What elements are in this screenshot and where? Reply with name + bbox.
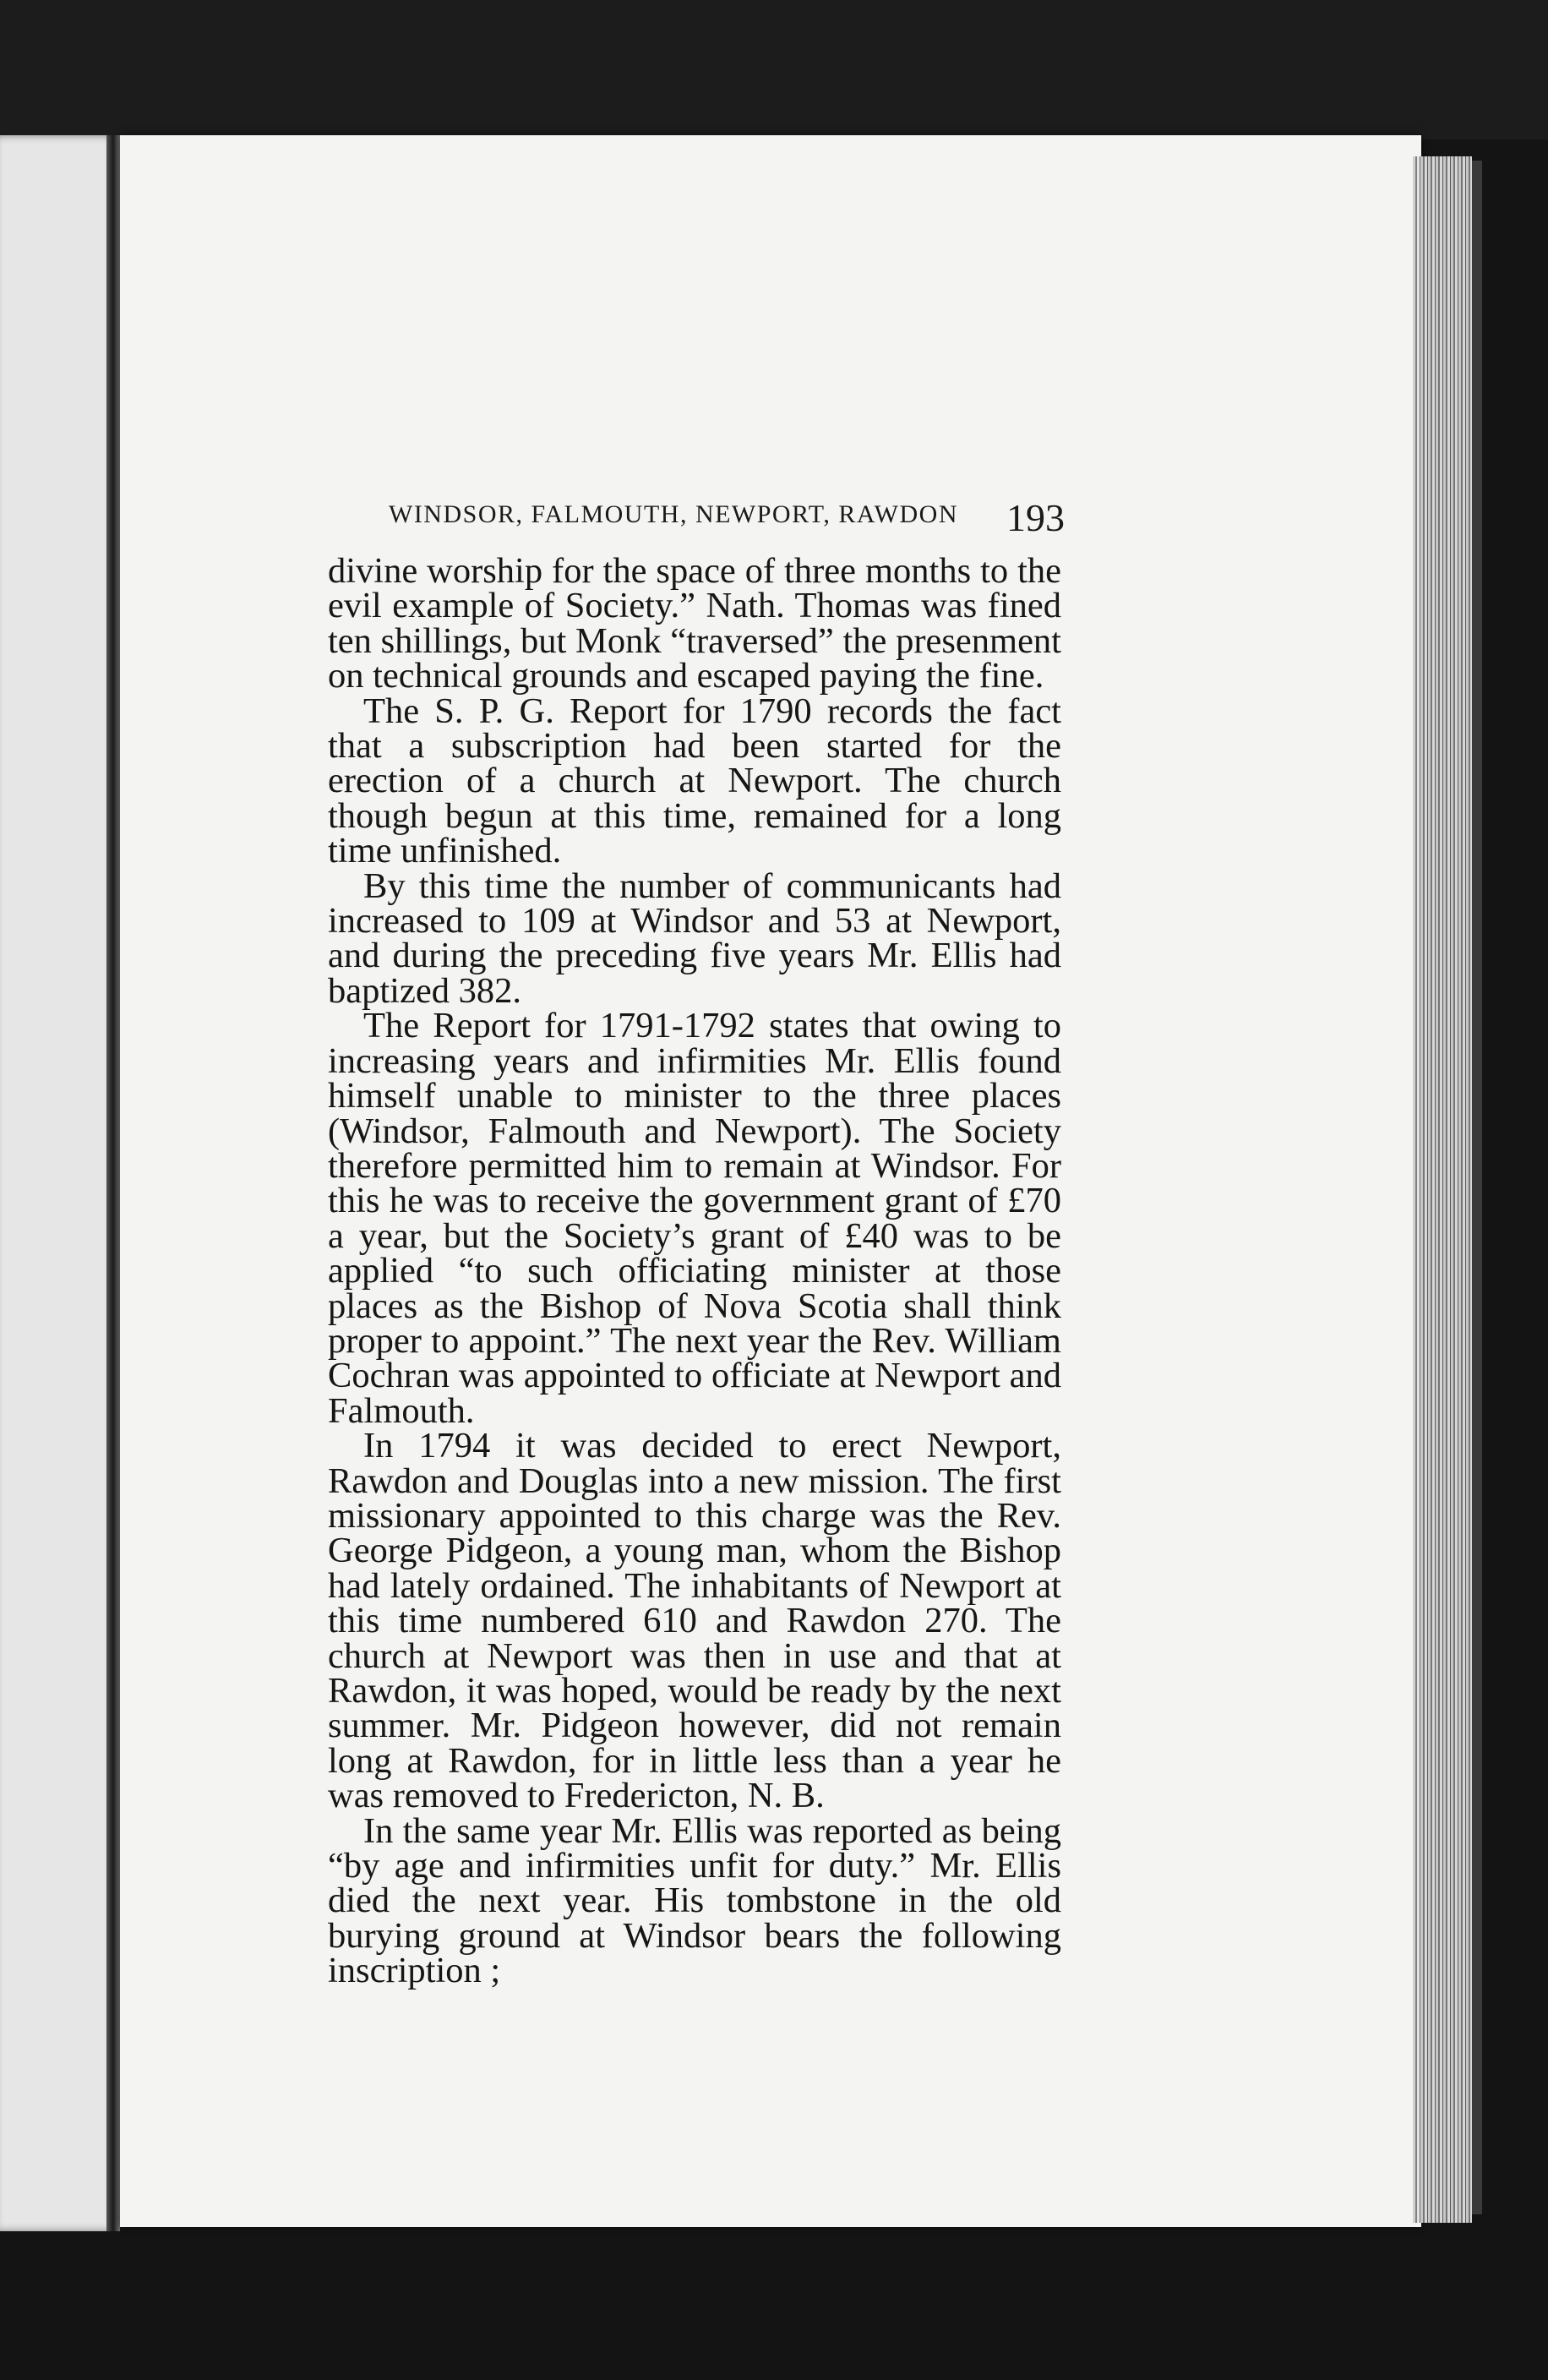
page-block-shadow (1472, 161, 1482, 2214)
page-block-edges (1413, 156, 1472, 2223)
paragraph: The S. P. G. Report for 1790 records the fact that a subscription had been started for the erection of a church at Newport. The church though begun at this time, remained for a long time unfinished. (328, 691, 1061, 871)
running-title: WINDSOR, FALMOUTH, NEWPORT, RAWDON (389, 500, 958, 528)
paragraph: In 1794 it was decided to erect Newport, Rawdon and Douglas into a new mission. The first missionary appointed to this charge was the Rev. George Pidgeon, a young man, whom the Bishop had lately ordained. The inhabitants of Newport at this time numbered 610 and Rawdon 270. The church at Newport was then in use and that at Rawdon, it was hoped, would be ready by the next summer. Mr. Pidgeon however, did not remain long at Rawdon, for in little less than a year he was removed to Fredericton, N. B. (328, 1426, 1061, 1816)
paragraph: divine worship for the space of three months to the evil example of Society.” Nath. Thomas was fined ten shillings, but Monk “traversed” the presenment on technical grounds and escaped paying the fine. (328, 551, 1061, 696)
running-head (389, 497, 1065, 539)
page-number: 193 (1006, 496, 1065, 539)
facing-page-edge (0, 135, 118, 2231)
paragraph: In the same year Mr. Ellis was reported as being “by age and infirmities unfit for duty.” Mr. Ellis died the next year. His tombstone in the old burying ground at Windsor bears the following inscription ; (328, 1810, 1061, 1991)
book-gutter (106, 135, 120, 2231)
paragraph: By this time the number of communicants had increased to 109 at Windsor and 53 at Newport, and during the preceding five years Mr. Ellis had baptized 382. (328, 865, 1061, 1011)
body-text (328, 551, 1061, 1991)
scanner-backdrop (0, 0, 1548, 139)
paragraph: The Report for 1791-1792 states that owing to increasing years and infirmities Mr. Ellis found himself unable to minister to the three places (Windsor, Falmouth and Newport). The Society therefore permitted him to remain at Windsor. For this he was to receive the government grant of £70 a year, but the Society’s grant of £40 was to be applied “to such officiating minister at those places as the Bishop of Nova Scotia shall think proper to appoint.” The next year the Rev. William Cochran was appointed to officiate at Newport and Falmouth. (328, 1006, 1061, 1431)
